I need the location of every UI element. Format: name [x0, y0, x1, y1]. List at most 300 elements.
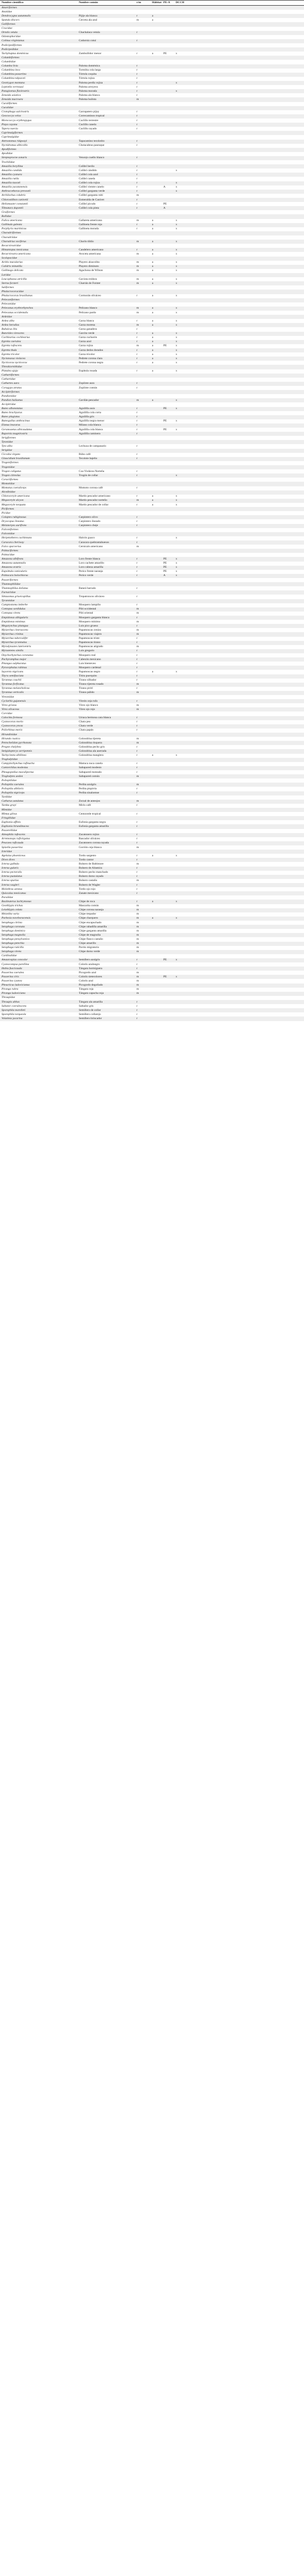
cell-dcch: x — [174, 361, 304, 365]
cell-residency: r — [135, 570, 150, 574]
cell-residency: r — [135, 900, 150, 904]
cell-habitat — [150, 683, 162, 687]
cell-common-name — [77, 808, 135, 812]
table-row — [0, 1004, 304, 1008]
cell-habitat — [150, 653, 162, 657]
cell-dcch: x — [174, 407, 304, 411]
cell-dcch — [174, 607, 304, 612]
cell-scientific-name: Cuculidae — [0, 106, 77, 110]
cell-common-name: Caracara quebrantahuesos — [77, 540, 135, 545]
table-row — [0, 181, 304, 185]
cell-habitat — [150, 173, 162, 177]
cell-habitat — [150, 800, 162, 804]
cell-residency — [135, 850, 150, 854]
cell-scientific-name: Setophaga coronata — [0, 925, 77, 929]
cell-protection-status — [162, 800, 174, 804]
table-row — [0, 6, 304, 10]
table-row — [0, 248, 304, 252]
cell-residency: r — [135, 762, 150, 766]
cell-habitat — [150, 93, 162, 97]
table-row — [0, 758, 304, 762]
cell-residency — [135, 131, 150, 135]
cell-dcch: x — [174, 277, 304, 281]
table-row — [0, 127, 304, 131]
table-row — [0, 93, 304, 97]
cell-common-name: Momoto corona café — [77, 486, 135, 490]
cell-scientific-name: Agelaius phoeniceus — [0, 854, 77, 858]
cell-dcch — [174, 707, 304, 711]
cell-scientific-name: Vireo griseus — [0, 703, 77, 707]
cell-protection-status — [162, 595, 174, 599]
cell-common-name — [77, 135, 135, 139]
cell-common-name: Aguililla aura — [77, 407, 135, 411]
table-row — [0, 795, 304, 800]
table-row — [0, 599, 304, 603]
cell-residency: r — [135, 81, 150, 85]
cell-scientific-name: Tytonidae — [0, 440, 77, 444]
cell-residency: m — [135, 737, 150, 741]
cell-common-name: Milano cola blanca — [77, 423, 135, 428]
cell-residency: r — [135, 679, 150, 683]
cell-residency: r — [135, 791, 150, 795]
table-row — [0, 612, 304, 616]
cell-scientific-name: Psittacara holochlorus — [0, 574, 77, 578]
cell-scientific-name: Dives dives — [0, 858, 77, 862]
cell-dcch — [174, 921, 304, 925]
cell-habitat — [150, 975, 162, 979]
cell-residency: r — [135, 670, 150, 674]
cell-scientific-name: Herpetotheres cachinnans — [0, 536, 77, 540]
cell-protection-status — [162, 432, 174, 436]
cell-habitat — [150, 432, 162, 436]
cell-protection-status — [162, 327, 174, 331]
cell-habitat — [150, 921, 162, 925]
cell-dcch — [174, 540, 304, 545]
cell-dcch: x — [174, 219, 304, 223]
cell-residency: r — [135, 787, 150, 791]
cell-common-name: Cuclillo canela — [77, 123, 135, 127]
cell-residency: r — [135, 557, 150, 561]
table-row — [0, 43, 304, 47]
table-row — [0, 716, 304, 720]
table-row — [0, 778, 304, 783]
cell-residency: r — [135, 586, 150, 590]
table-row — [0, 294, 304, 298]
cell-residency: m — [135, 252, 150, 256]
cell-residency — [135, 135, 150, 139]
cell-habitat — [150, 833, 162, 837]
cell-residency: r — [135, 357, 150, 361]
cell-residency: r — [135, 340, 150, 344]
cell-dcch — [174, 549, 304, 553]
table-row — [0, 378, 304, 382]
cell-dcch — [174, 386, 304, 390]
cell-dcch — [174, 695, 304, 699]
cell-scientific-name: Buteogallus anthracinus — [0, 419, 77, 423]
cell-common-name: Vireo ojo blanco — [77, 703, 135, 707]
cell-common-name: Semillero de collar — [77, 1008, 135, 1012]
cell-habitat — [150, 135, 162, 139]
cell-residency: r — [135, 891, 150, 895]
cell-protection-status — [162, 1016, 174, 1021]
cell-scientific-name: Myiozetetes similis — [0, 649, 77, 653]
cell-residency — [135, 27, 150, 31]
cell-dcch — [174, 937, 304, 941]
cell-habitat — [150, 933, 162, 937]
cell-habitat — [150, 210, 162, 214]
table-row — [0, 653, 304, 657]
cell-habitat: a — [150, 348, 162, 352]
cell-residency: r — [135, 89, 150, 93]
cell-residency — [135, 160, 150, 164]
cell-common-name: Garza rojiza — [77, 344, 135, 348]
cell-scientific-name: Columbina inca — [0, 69, 77, 73]
cell-common-name — [77, 374, 135, 378]
cell-common-name: Papamoscas negro — [77, 670, 135, 674]
table-row — [0, 687, 304, 691]
cell-residency: r — [135, 749, 150, 753]
cell-common-name — [77, 390, 135, 394]
cell-dcch — [174, 135, 304, 139]
cell-residency: r — [135, 699, 150, 703]
cell-scientific-name: Columbiformes — [0, 56, 77, 60]
table-row — [0, 946, 304, 950]
cell-common-name — [77, 365, 135, 369]
cell-common-name: Aguililla negra menor — [77, 419, 135, 423]
cell-habitat — [150, 43, 162, 47]
cell-habitat — [150, 507, 162, 511]
table-row — [0, 411, 304, 415]
cell-common-name: Búho café — [77, 453, 135, 457]
cell-common-name: Zacatonero corona rayada — [77, 841, 135, 845]
cell-common-name — [77, 60, 135, 64]
cell-dcch — [174, 766, 304, 770]
cell-common-name: Garza cucharón — [77, 336, 135, 340]
cell-scientific-name: Onychorhynchus coronatus — [0, 653, 77, 657]
cell-dcch: x — [174, 754, 304, 758]
cell-dcch: x — [174, 503, 304, 507]
cell-protection-status — [162, 984, 174, 988]
cell-dcch — [174, 800, 304, 804]
cell-protection-status — [162, 394, 174, 398]
cell-protection-status — [162, 641, 174, 645]
cell-dcch — [174, 478, 304, 482]
cell-protection-status — [162, 511, 174, 515]
cell-protection-status — [162, 883, 174, 887]
cell-protection-status — [162, 699, 174, 703]
cell-protection-status — [162, 917, 174, 921]
cell-dcch — [174, 728, 304, 733]
table-row — [0, 875, 304, 879]
cell-common-name: Gallineta morada — [77, 227, 135, 231]
cell-residency: m — [135, 921, 150, 925]
cell-protection-status — [162, 707, 174, 711]
cell-protection-status — [162, 315, 174, 319]
cell-common-name: Loro cachete amarillo — [77, 562, 135, 566]
cell-dcch: x — [174, 311, 304, 315]
cell-dcch — [174, 1016, 304, 1021]
cell-residency: r — [135, 428, 150, 432]
cell-protection-status — [162, 507, 174, 511]
cell-habitat — [150, 1016, 162, 1021]
cell-protection-status — [162, 444, 174, 448]
table-row — [0, 361, 304, 365]
cell-residency: m — [135, 398, 150, 402]
cell-protection-status — [162, 156, 174, 160]
table-row — [0, 984, 304, 988]
cell-protection-status — [162, 118, 174, 123]
cell-protection-status — [162, 160, 174, 164]
cell-protection-status — [162, 887, 174, 891]
cell-habitat — [150, 666, 162, 670]
cell-scientific-name: Passerina ciris — [0, 975, 77, 979]
cell-dcch — [174, 436, 304, 440]
cell-residency: m — [135, 800, 150, 804]
cell-residency — [135, 47, 150, 52]
cell-common-name: Colibrí vientre canelo — [77, 185, 135, 190]
cell-habitat — [150, 374, 162, 378]
cell-habitat — [150, 707, 162, 711]
cell-residency: m — [135, 917, 150, 921]
cell-common-name: Paloma huilota — [77, 97, 135, 101]
cell-common-name — [77, 511, 135, 515]
cell-residency — [135, 465, 150, 469]
cell-habitat — [150, 553, 162, 557]
cell-protection-status — [162, 979, 174, 983]
cell-protection-status — [162, 18, 174, 22]
cell-scientific-name: Buteo albonotatus — [0, 407, 77, 411]
cell-scientific-name: Leptotila verreauxi — [0, 85, 77, 89]
cell-habitat — [150, 177, 162, 181]
table-row — [0, 194, 304, 198]
cell-dcch — [174, 194, 304, 198]
cell-residency: m — [135, 984, 150, 988]
cell-scientific-name: Setophaga dominica — [0, 929, 77, 933]
cell-residency: r — [135, 841, 150, 845]
table-row — [0, 988, 304, 992]
table-row — [0, 954, 304, 958]
cell-dcch — [174, 979, 304, 983]
table-row — [0, 336, 304, 340]
cell-common-name — [77, 47, 135, 52]
cell-common-name: Luis pico grueso — [77, 624, 135, 628]
cell-habitat — [150, 758, 162, 762]
cell-scientific-name: Bubulcus ibis — [0, 327, 77, 331]
cell-residency: r — [135, 1012, 150, 1016]
cell-common-name: Colibrí cola azul — [77, 173, 135, 177]
cell-common-name: Chotacabras pauraque — [77, 144, 135, 148]
cell-habitat — [150, 202, 162, 206]
cell-dcch: x — [174, 570, 304, 574]
table-row — [0, 536, 304, 540]
cell-habitat — [150, 958, 162, 962]
cell-residency: r — [135, 562, 150, 566]
cell-scientific-name: Thamnophilidae — [0, 582, 77, 586]
cell-scientific-name: Tachybaptus dominicus — [0, 52, 77, 56]
cell-protection-status — [162, 14, 174, 18]
table-row — [0, 845, 304, 850]
cell-residency — [135, 549, 150, 553]
cell-scientific-name: Strigidae — [0, 449, 77, 453]
cell-common-name: Carpintero lineado — [77, 519, 135, 523]
cell-residency: r — [135, 540, 150, 545]
table-row — [0, 699, 304, 703]
table-row — [0, 14, 304, 18]
table-row — [0, 553, 304, 557]
cell-habitat — [150, 942, 162, 946]
cell-protection-status — [162, 620, 174, 624]
table-row — [0, 532, 304, 536]
cell-scientific-name: Chlorostilbon canivetii — [0, 198, 77, 202]
cell-scientific-name: Anseriformes — [0, 6, 77, 10]
cell-scientific-name: Caprimulgiformes — [0, 131, 77, 135]
cell-common-name: Paloma ala blanca — [77, 93, 135, 97]
cell-habitat — [150, 10, 162, 14]
table-row — [0, 478, 304, 482]
cell-residency: r — [135, 336, 150, 340]
cell-common-name: Eufonia garganta amarilla — [77, 824, 135, 828]
cell-habitat — [150, 862, 162, 866]
cell-dcch — [174, 173, 304, 177]
cell-habitat: a — [150, 307, 162, 311]
table-row — [0, 140, 304, 144]
cell-protection-status — [162, 244, 174, 248]
table-row — [0, 808, 304, 812]
cell-habitat — [150, 699, 162, 703]
cell-common-name: Golondrina pecho gris — [77, 745, 135, 749]
cell-protection-status — [162, 352, 174, 357]
cell-common-name — [77, 402, 135, 406]
cell-common-name: Tirano silbador — [77, 679, 135, 683]
cell-residency — [135, 285, 150, 290]
cell-dcch: x — [174, 369, 304, 374]
cell-protection-status — [162, 436, 174, 440]
cell-protection-status — [162, 653, 174, 657]
cell-habitat — [150, 624, 162, 628]
cell-scientific-name: Podicipediformes — [0, 43, 77, 47]
cell-protection-status — [162, 762, 174, 766]
table-row — [0, 975, 304, 979]
cell-common-name: Urraca hermosa cara blanca — [77, 716, 135, 720]
cell-common-name: Zopilote aura — [77, 382, 135, 386]
cell-common-name: Bolsero castaño — [77, 879, 135, 883]
cell-residency: m — [135, 311, 150, 315]
table-row — [0, 703, 304, 707]
cell-habitat — [150, 570, 162, 574]
table-row — [0, 206, 304, 210]
cell-common-name — [77, 160, 135, 164]
cell-residency: r — [135, 495, 150, 499]
cell-dcch — [174, 996, 304, 1000]
cell-habitat — [150, 257, 162, 261]
cell-residency: m — [135, 703, 150, 707]
table-row — [0, 461, 304, 465]
cell-common-name: Chipe charquero — [77, 917, 135, 921]
cell-residency: m — [135, 683, 150, 687]
cell-residency: r — [135, 837, 150, 841]
table-row — [0, 185, 304, 190]
cell-dcch — [174, 703, 304, 707]
cell-protection-status — [162, 39, 174, 43]
cell-dcch: x — [174, 265, 304, 269]
cell-residency: r — [135, 352, 150, 357]
cell-protection-status — [162, 110, 174, 114]
table-row — [0, 340, 304, 344]
species-table-sheet — [0, 0, 304, 1021]
cell-habitat — [150, 407, 162, 411]
table-row — [0, 307, 304, 311]
cell-common-name: Paloma arroyera — [77, 85, 135, 89]
cell-dcch — [174, 612, 304, 616]
cell-dcch — [174, 156, 304, 160]
table-row — [0, 1016, 304, 1021]
cell-common-name: Garza ganadera — [77, 327, 135, 331]
table-row — [0, 511, 304, 515]
cell-dcch — [174, 833, 304, 837]
table-header — [0, 1, 304, 6]
cell-dcch — [174, 1008, 304, 1012]
cell-protection-status — [162, 60, 174, 64]
header-habitat: Hábitat — [150, 1, 162, 6]
cell-residency — [135, 148, 150, 152]
cell-scientific-name: Setophaga petechia — [0, 942, 77, 946]
cell-common-name: Cuclillo terrestre — [77, 118, 135, 123]
table-row — [0, 616, 304, 620]
cell-scientific-name: Contopus virens — [0, 612, 77, 616]
cell-residency — [135, 302, 150, 307]
cell-residency: m — [135, 975, 150, 979]
cell-protection-status — [162, 867, 174, 871]
cell-residency — [135, 378, 150, 382]
header-protection-status: PE-A — [162, 1, 174, 6]
cell-habitat — [150, 457, 162, 461]
table-row — [0, 10, 304, 14]
cell-habitat — [150, 816, 162, 820]
cell-residency: r — [135, 168, 150, 173]
cell-habitat — [150, 394, 162, 398]
cell-common-name: Charrán de Forster — [77, 281, 135, 285]
table-row — [0, 862, 304, 866]
cell-habitat — [150, 984, 162, 988]
cell-residency — [135, 482, 150, 486]
cell-protection-status — [162, 73, 174, 77]
cell-dcch — [174, 449, 304, 453]
cell-protection-status — [162, 929, 174, 933]
cell-residency — [135, 273, 150, 277]
cell-dcch — [174, 515, 304, 519]
cell-dcch — [174, 925, 304, 929]
cell-dcch: x — [174, 419, 304, 423]
cell-protection-status — [162, 482, 174, 486]
table-row — [0, 369, 304, 374]
table-row — [0, 515, 304, 519]
cell-dcch — [174, 210, 304, 214]
cell-common-name: Mosquero garganta blanca — [77, 616, 135, 620]
cell-scientific-name: Cyanocorax morio — [0, 720, 77, 724]
cell-common-name — [77, 578, 135, 582]
cell-dcch — [174, 578, 304, 582]
cell-dcch: x — [174, 557, 304, 561]
cell-habitat — [150, 795, 162, 800]
cell-dcch: x — [174, 307, 304, 311]
cell-residency — [135, 829, 150, 833]
cell-protection-status — [162, 662, 174, 666]
cell-scientific-name: Buteo plagiatus — [0, 415, 77, 419]
cell-habitat — [150, 1000, 162, 1004]
cell-common-name: Golondrina tijereta — [77, 737, 135, 741]
cell-scientific-name: Columbina talpacoti — [0, 77, 77, 81]
cell-scientific-name: Parulidae — [0, 895, 77, 900]
